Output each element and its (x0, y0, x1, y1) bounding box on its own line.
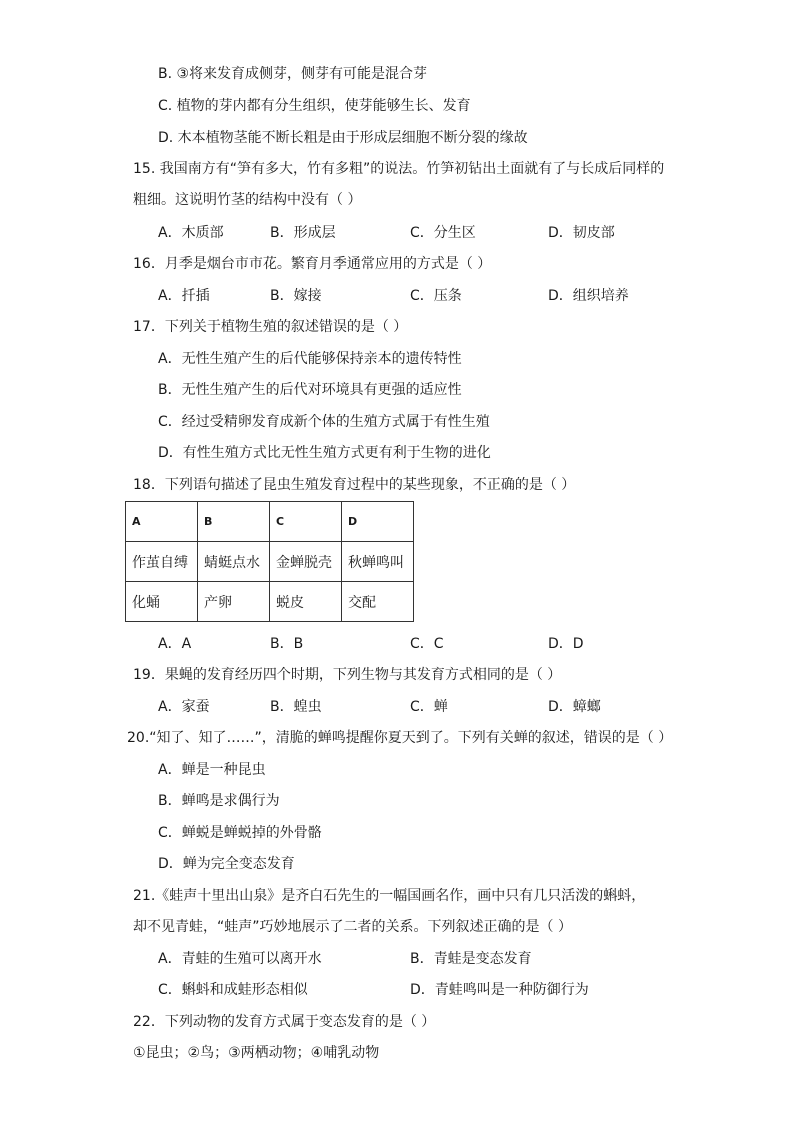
q18-option-b: B．B (270, 636, 304, 652)
q15-option-a: A．木质部 (158, 225, 224, 241)
q18-cell: 金蝉脱壳 (270, 542, 342, 582)
q21-option-d: D．青蛙鸣叫是一种防御行为 (410, 982, 589, 998)
q15-option-d: D．韧皮部 (548, 225, 615, 241)
q16-stem: 16．月季是烟台市市花。繁育月季通常应用的方式是（ ） (133, 256, 492, 272)
q14-option-b: B. ③将来发育成侧芽，侧芽有可能是混合芽 (158, 66, 428, 82)
q18-cell: 产卵 (198, 582, 270, 622)
q16-option-c: C．压条 (410, 288, 462, 304)
q20-option-c: C．蝉蜕是蝉蜕掉的外骨骼 (158, 825, 322, 841)
q20-option-d: D．蝉为完全变态发育 (158, 856, 295, 872)
q18-header-a: A (126, 502, 198, 542)
q17-option-d: D．有性生殖方式比无性生殖方式更有利于生物的进化 (158, 445, 491, 461)
q20-stem: 20.“知了、知了……”，清脆的蝉鸣提醒你夏天到了。下列有关蝉的叙述，错误的是（ ） (127, 730, 673, 746)
q20-option-b: B．蝉鸣是求偶行为 (158, 793, 280, 809)
q21-option-b: B．青蛙是变态发育 (410, 951, 532, 967)
q18-table (125, 501, 414, 622)
q15-stem-line1: 15. 我国南方有“笋有多大，竹有多粗”的说法。竹笋初钻出土面就有了与长成后同样的 (133, 161, 665, 177)
q18-cell: 化蛹 (126, 582, 198, 622)
q15-option-c: C．分生区 (410, 225, 476, 241)
q17-stem: 17．下列关于植物生殖的叙述错误的是（ ） (133, 319, 408, 335)
q17-option-a: A．无性生殖产生的后代能够保持亲本的遗传特性 (158, 351, 462, 367)
q18-cell: 蜕皮 (270, 582, 342, 622)
q18-option-a: A．A (158, 636, 192, 652)
q18-cell: 蜻蜓点水 (198, 542, 270, 582)
q17-option-b: B．无性生殖产生的后代对环境具有更强的适应性 (158, 382, 462, 398)
q22-stem: 22．下列动物的发育方式属于变态发育的是（ ） (133, 1014, 436, 1030)
q14-option-d: D. 木本植物茎能不断长粗是由于形成层细胞不断分裂的缘故 (158, 130, 528, 146)
q19-option-a: A．家蚕 (158, 699, 210, 715)
q19-option-b: B．蝗虫 (270, 699, 322, 715)
q18-table-row (126, 542, 414, 582)
q18-stem: 18．下列语句描述了昆虫生殖发育过程中的某些现象，不正确的是（ ） (133, 477, 576, 493)
q15-stem-line2: 粗细。这说明竹茎的结构中没有（ ） (133, 192, 362, 208)
q18-cell: 作茧自缚 (126, 542, 198, 582)
q20-option-a: A．蝉是一种昆虫 (158, 762, 266, 778)
q17-option-c: C．经过受精卵发育成新个体的生殖方式属于有性生殖 (158, 414, 490, 430)
q18-header-c: C (270, 502, 342, 542)
q18-option-c: C．C (410, 636, 444, 652)
q16-option-b: B．嫁接 (270, 288, 322, 304)
q14-option-c: C. 植物的芽内都有分生组织，使芽能够生长、发育 (158, 98, 471, 114)
q18-cell: 交配 (342, 582, 414, 622)
q22-items: ①昆虫；②鸟；③两栖动物；④哺乳动物 (133, 1045, 380, 1061)
q18-cell: 秋蝉鸣叫 (342, 542, 414, 582)
q18-table-header-row (126, 502, 414, 542)
q18-header-d: D (342, 502, 414, 542)
q18-header-b: B (198, 502, 270, 542)
q21-option-c: C．蝌蚪和成蛙形态相似 (158, 982, 308, 998)
q16-option-d: D．组织培养 (548, 288, 629, 304)
q21-stem-line2: 却不见青蛙，“蛙声”巧妙地展示了二者的关系。下列叙述正确的是（ ） (133, 919, 572, 935)
q19-stem: 19．果蝇的发育经历四个时期，下列生物与其发育方式相同的是（ ） (133, 667, 562, 683)
q15-option-b: B．形成层 (270, 225, 336, 241)
q19-option-c: C．蝉 (410, 699, 448, 715)
q18-table-row (126, 582, 414, 622)
q21-option-a: A．青蛙的生殖可以离开水 (158, 951, 322, 967)
q18-option-d: D．D (548, 636, 584, 652)
q16-option-a: A．扦插 (158, 288, 210, 304)
q21-stem-line1: 21.《蛙声十里出山泉》是齐白石先生的一幅国画名作，画中只有几只活泼的蝌蚪， (133, 888, 646, 904)
q19-option-d: D．蟑螂 (548, 699, 601, 715)
